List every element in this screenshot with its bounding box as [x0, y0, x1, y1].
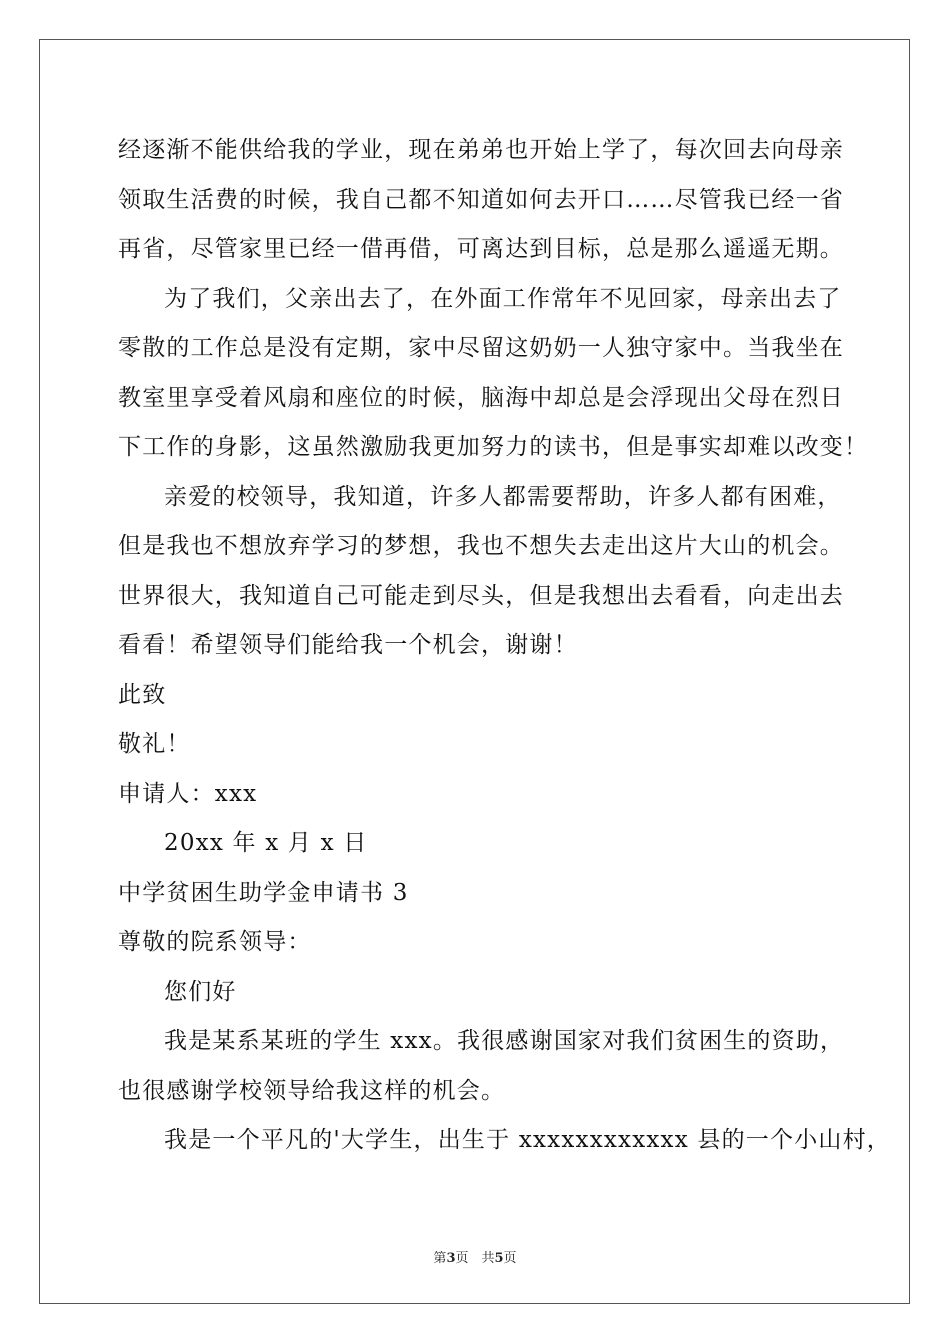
page-prefix: 第 — [433, 1251, 447, 1266]
letter-greeting: 尊敬的院系领导： — [118, 929, 312, 955]
page-mid: 页 共 — [455, 1251, 495, 1266]
text-line: 经逐渐不能供给我的学业，现在弟弟也开始上学了，每次回去向母亲 — [118, 137, 844, 163]
closing-salutation: 此致 — [118, 681, 167, 708]
text-line: 我是某系某班的学生 xxx。我很感谢国家对我们贫困生的资助， — [164, 1028, 845, 1054]
text-line: 但是我也不想放弃学习的梦想，我也不想失去走出这片大山的机会。 — [118, 533, 844, 559]
text-line: 为了我们，父亲出去了，在外面工作常年不见回家，母亲出去了 — [164, 285, 842, 312]
text-line: 您们好 — [164, 978, 237, 1005]
text-line: 领取生活费的时候，我自己都不知道如何去开口……尽管我已经一省 — [118, 186, 844, 213]
text-line: 我是一个平凡的'大学生，出生于 xxxxxxxxxxxx 县的一个小山村， — [164, 1127, 891, 1153]
text-line: 看看！希望领导们能给我一个机会，谢谢！ — [118, 632, 578, 658]
text-line: 下工作的身影，这虽然激励我更加努力的读书，但是事实却难以改变！ — [118, 434, 869, 460]
text-line: 再省，尽管家里已经一借再借，可离达到目标，总是那么遥遥无期。 — [118, 236, 844, 262]
text-line: 教室里享受着风扇和座位的时候，脑海中却总是会浮现出父母在烈日 — [118, 384, 844, 411]
applicant-signature: 申请人：xxx — [118, 780, 258, 807]
page-current: 3 — [446, 1251, 456, 1266]
letter-date: 20xx 年 x 月 x 日 — [164, 830, 368, 856]
document-body — [118, 126, 891, 1166]
text-line: 亲爱的校领导，我知道，许多人都需要帮助，许多人都有困难， — [164, 483, 842, 510]
section-title: 中学贫困生助学金申请书 3 — [118, 879, 409, 906]
page-number-footer — [0, 1247, 950, 1266]
page-total: 5 — [494, 1251, 504, 1266]
text-line: 零散的工作总是没有定期，家中尽留这奶奶一人独守家中。当我坐在 — [118, 335, 844, 361]
text-line: 也很感谢学校领导给我这样的机会。 — [118, 1077, 506, 1104]
page-suffix: 页 — [503, 1251, 517, 1266]
closing-regards: 敬礼！ — [118, 731, 191, 757]
text-line: 世界很大，我知道自己可能走到尽头，但是我想出去看看，向走出去 — [118, 582, 844, 609]
